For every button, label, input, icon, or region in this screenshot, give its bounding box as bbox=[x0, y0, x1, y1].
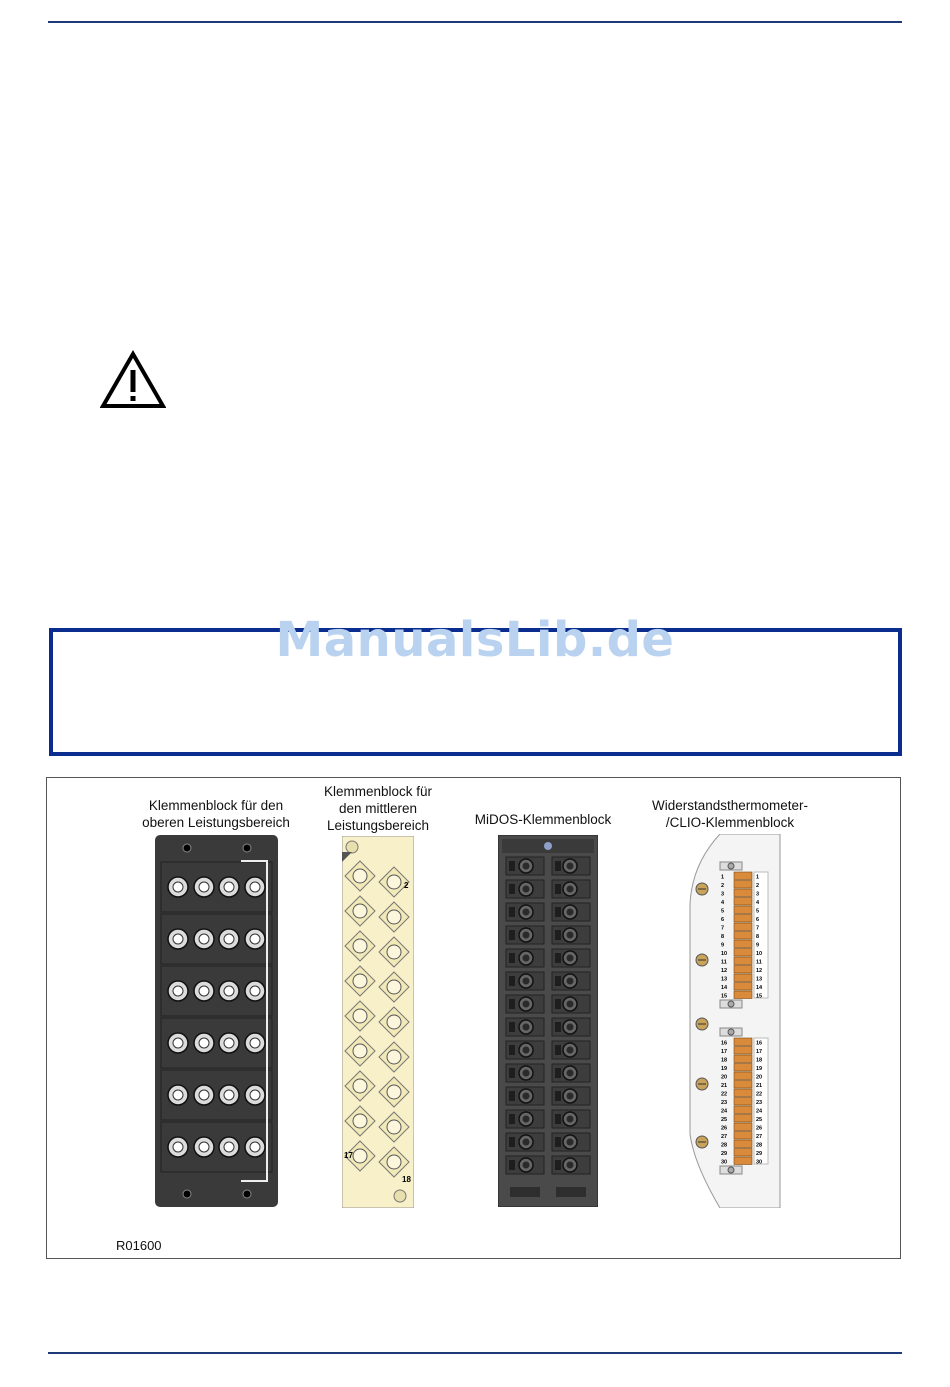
terminal-number: 14 bbox=[756, 985, 763, 991]
caption-block-midos: MiDOS-Klemmenblock bbox=[474, 812, 612, 827]
spring-terminal bbox=[734, 1149, 752, 1157]
spring-terminal bbox=[734, 1072, 752, 1080]
spring-terminal bbox=[734, 1055, 752, 1063]
terminal-number: 23 bbox=[756, 1100, 763, 1106]
terminal-number: 11 bbox=[721, 959, 727, 966]
terminal-number: 6 bbox=[721, 917, 725, 923]
terminal-number: 9 bbox=[721, 942, 725, 949]
terminal-number: 7 bbox=[756, 925, 760, 932]
terminal-number: 12 bbox=[721, 968, 728, 974]
terminal-number: 17 bbox=[721, 1049, 728, 1055]
spring-terminal bbox=[734, 974, 752, 982]
terminal-number: 25 bbox=[756, 1117, 763, 1123]
terminal-number: 9 bbox=[756, 942, 760, 949]
spring-terminal bbox=[734, 881, 752, 889]
spring-terminal bbox=[734, 966, 752, 974]
warning-triangle-icon bbox=[100, 350, 166, 410]
terminal-number: 28 bbox=[756, 1142, 763, 1149]
watermark: ManualsLib.de bbox=[275, 612, 675, 668]
spring-terminal bbox=[734, 957, 752, 965]
caption-block-rtd: Widerstandsthermometer- /CLIO-Klemmenblock bbox=[651, 798, 809, 830]
terminal-number: 5 bbox=[756, 908, 760, 915]
terminal-number: 19 bbox=[721, 1066, 728, 1072]
label-18: 18 bbox=[402, 1175, 411, 1184]
terminal-number: 3 bbox=[756, 891, 760, 898]
terminal-number: 15 bbox=[756, 993, 763, 1000]
caption-block-middle: Klemmenblock für den mittleren Leistungsbereich bbox=[323, 784, 433, 833]
terminal-number: 16 bbox=[756, 1040, 763, 1047]
terminal-number: 17 bbox=[756, 1049, 763, 1055]
terminal-number: 19 bbox=[756, 1066, 763, 1072]
terminal-number: 4 bbox=[756, 900, 760, 906]
terminal-number: 7 bbox=[721, 925, 725, 932]
spring-terminal bbox=[734, 1140, 752, 1148]
spring-terminal bbox=[734, 1115, 752, 1123]
spring-terminal bbox=[734, 1047, 752, 1055]
spring-terminal bbox=[734, 872, 752, 880]
caption-block-upper: Klemmenblock für den oberen Leistungsbereich bbox=[142, 798, 290, 830]
footer-rule bbox=[48, 1352, 902, 1354]
terminal-number: 11 bbox=[756, 959, 762, 966]
spring-terminal bbox=[734, 906, 752, 914]
terminal-number: 12 bbox=[756, 968, 763, 974]
terminal-number: 14 bbox=[721, 985, 728, 991]
spring-terminal bbox=[734, 983, 752, 991]
terminal-number: 23 bbox=[721, 1100, 728, 1106]
terminal-number: 22 bbox=[756, 1091, 763, 1098]
figure-reference: R01600 bbox=[116, 1238, 162, 1253]
terminal-number: 2 bbox=[721, 883, 725, 889]
spring-terminal bbox=[734, 1157, 752, 1165]
terminal-number: 26 bbox=[756, 1125, 763, 1132]
terminal-number: 28 bbox=[721, 1142, 728, 1149]
terminal-number: 16 bbox=[721, 1040, 728, 1047]
terminal-number: 26 bbox=[721, 1125, 728, 1132]
terminal-number: 20 bbox=[756, 1074, 763, 1081]
spring-terminal bbox=[734, 915, 752, 923]
terminal-number: 18 bbox=[756, 1057, 763, 1064]
terminal-number: 2 bbox=[756, 883, 760, 889]
terminal-number: 10 bbox=[721, 951, 728, 957]
spring-terminal bbox=[734, 940, 752, 948]
terminal-number: 15 bbox=[721, 993, 728, 1000]
spring-terminal bbox=[734, 991, 752, 999]
spring-terminal bbox=[734, 1089, 752, 1097]
spring-terminal bbox=[734, 1081, 752, 1089]
spring-terminal bbox=[734, 1064, 752, 1072]
terminal-number: 20 bbox=[721, 1074, 728, 1081]
terminal-number: 18 bbox=[721, 1057, 728, 1064]
spring-terminal bbox=[734, 1106, 752, 1114]
terminal-number: 24 bbox=[756, 1108, 763, 1115]
terminal-block-rtd bbox=[682, 834, 782, 1208]
label-17: 17 bbox=[344, 1151, 353, 1160]
terminal-number: 29 bbox=[721, 1151, 728, 1157]
terminal-number: 27 bbox=[721, 1134, 728, 1140]
terminal-number: 24 bbox=[721, 1108, 728, 1115]
terminal-number: 4 bbox=[721, 900, 725, 906]
spring-terminal bbox=[734, 1123, 752, 1131]
spring-terminal bbox=[734, 1038, 752, 1046]
terminal-block-midos bbox=[498, 835, 598, 1207]
spring-terminal bbox=[734, 949, 752, 957]
spring-terminal bbox=[734, 1098, 752, 1106]
spring-terminal bbox=[734, 932, 752, 940]
terminal-number: 21 bbox=[721, 1083, 728, 1089]
terminal-number: 30 bbox=[721, 1159, 728, 1166]
terminal-number: 3 bbox=[721, 891, 725, 898]
terminal-number: 27 bbox=[756, 1134, 763, 1140]
terminal-number: 10 bbox=[756, 951, 763, 957]
terminal-number: 6 bbox=[756, 917, 760, 923]
terminal-block-middle bbox=[342, 836, 414, 1208]
terminal-number: 22 bbox=[721, 1091, 728, 1098]
spring-terminal bbox=[734, 889, 752, 897]
header-rule bbox=[48, 21, 902, 23]
terminal-block-upper bbox=[155, 835, 278, 1207]
spring-terminal bbox=[734, 898, 752, 906]
terminal-number: 8 bbox=[721, 934, 725, 940]
terminal-number: 5 bbox=[721, 908, 725, 915]
terminal-number: 25 bbox=[721, 1117, 728, 1123]
terminal-number: 1 bbox=[721, 874, 725, 881]
terminal-number: 13 bbox=[756, 976, 763, 983]
terminal-number: 29 bbox=[756, 1151, 763, 1157]
terminal-number: 1 bbox=[756, 874, 760, 881]
terminal-number: 8 bbox=[756, 934, 760, 940]
spring-terminal bbox=[734, 1132, 752, 1140]
label-2: 2 bbox=[404, 881, 409, 890]
terminal-number: 13 bbox=[721, 976, 728, 983]
terminal-number: 21 bbox=[756, 1083, 763, 1089]
terminal-number: 30 bbox=[756, 1159, 763, 1166]
spring-terminal bbox=[734, 923, 752, 931]
